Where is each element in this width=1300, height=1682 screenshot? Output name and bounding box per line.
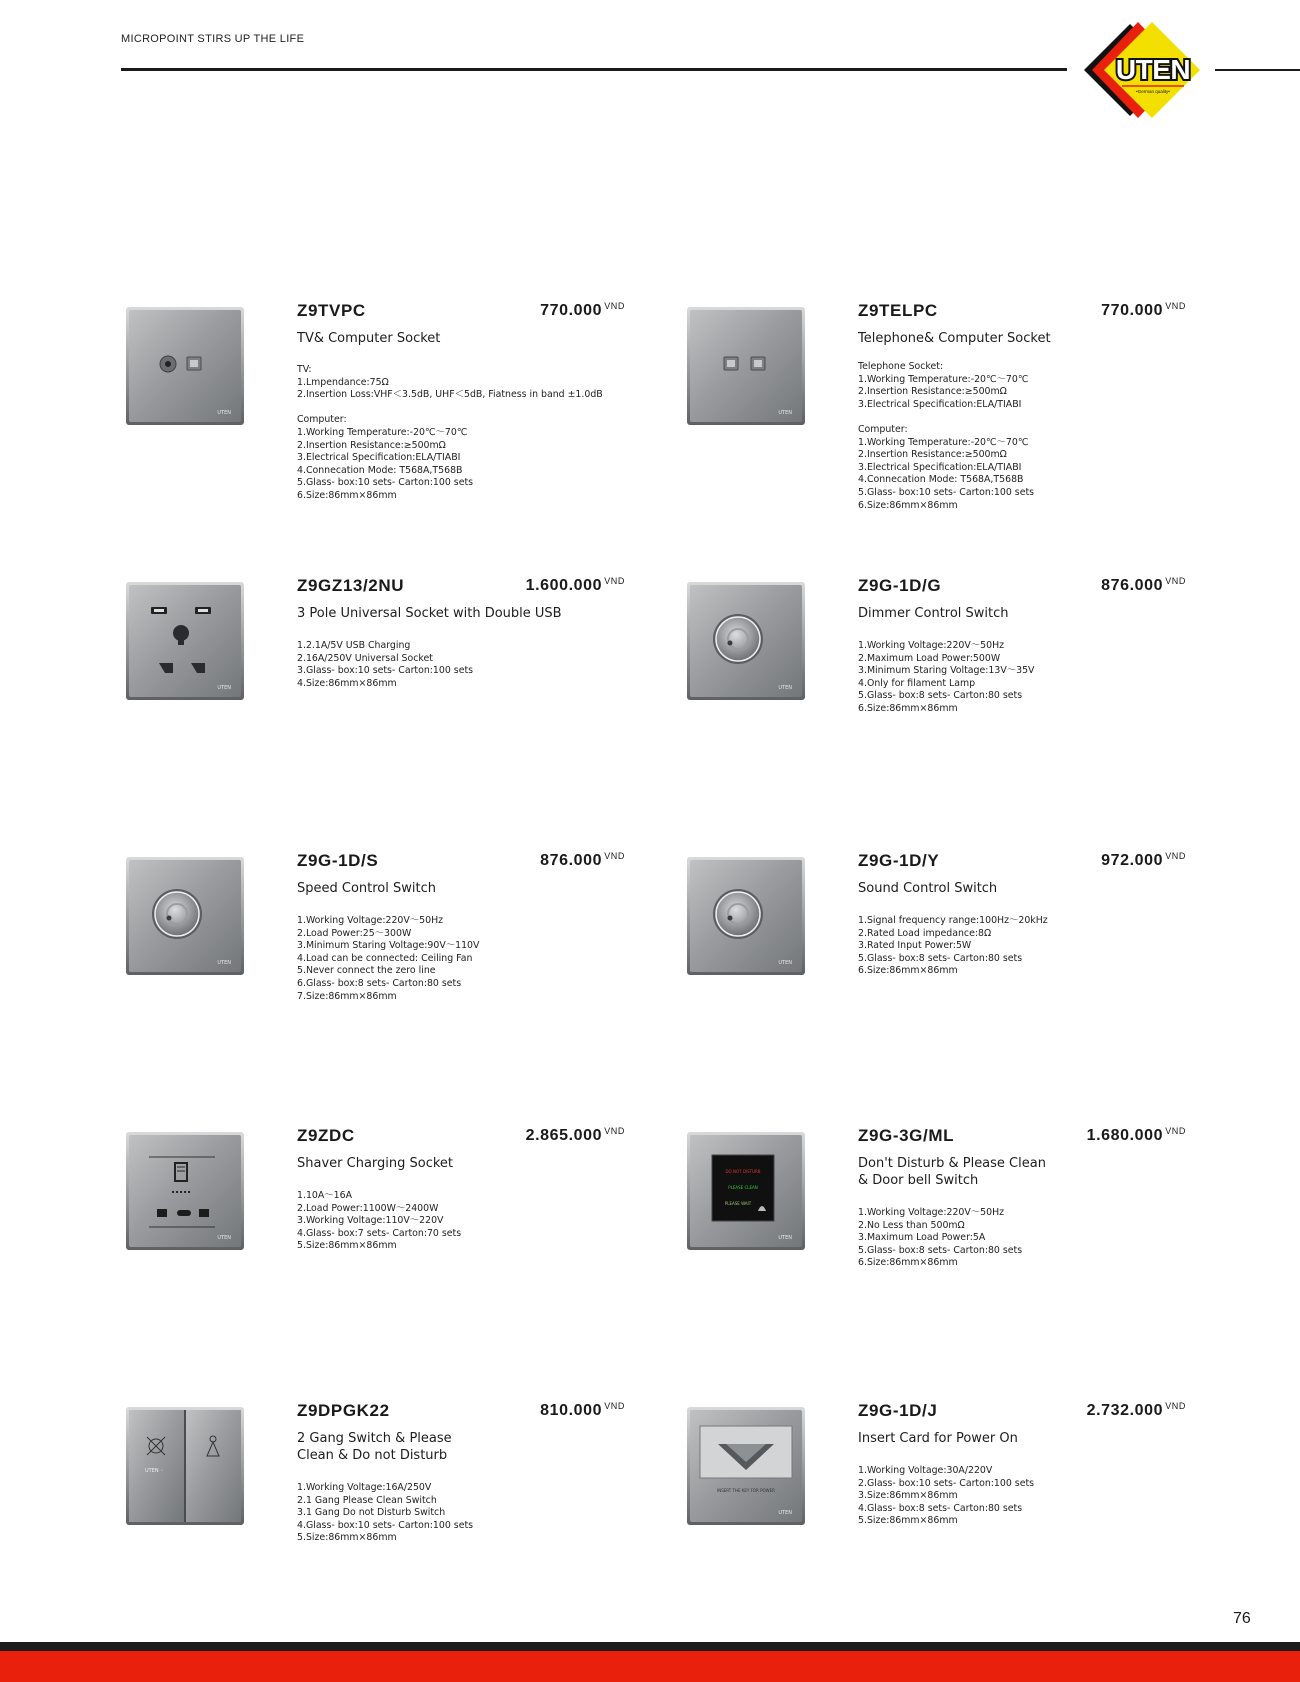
product-name: Dimmer Control Switch — [858, 606, 1009, 621]
product-code: Z9G-1D/G — [858, 576, 942, 595]
product-specs: 1.Working Voltage:16A/250V 2.1 Gang Please Clean Switch 3.1 Gang Do not Disturb Switch 4.Glass- box:10 sets- Carton:100 sets 5.Size:86mm×86mm — [297, 1482, 474, 1544]
product-specs: 1.10A～16A 2.Load Power:1100W～2400W 3.Working Voltage:110V～220V 4.Glass- box:7 sets- Carton:70 sets 5.Size:86mm×86mm — [297, 1190, 462, 1252]
price-currency: VND — [1165, 1126, 1186, 1136]
product-card — [686, 301, 1186, 536]
dial-plate-icon — [686, 856, 806, 976]
product-price — [425, 851, 625, 870]
svg-text:•German quality•: •German quality• — [1136, 89, 1170, 94]
product-image — [125, 306, 245, 426]
price-currency: VND — [604, 301, 625, 311]
price-value: 876.000 — [540, 852, 603, 869]
price-value: 972.000 — [1101, 852, 1164, 869]
product-code: Z9GZ13/2NU — [297, 576, 405, 595]
svg-text:UTEN: UTEN — [217, 960, 231, 966]
product-card — [686, 851, 1186, 1086]
svg-text:PLEASE WAIT: PLEASE WAIT — [724, 1201, 752, 1206]
product-card — [125, 851, 625, 1086]
product-name: Speed Control Switch — [297, 881, 436, 896]
svg-text:UTEN ◦: UTEN ◦ — [145, 1468, 164, 1474]
product-image — [686, 306, 806, 426]
product-card — [125, 1126, 625, 1361]
product-image — [686, 856, 806, 976]
product-price — [986, 851, 1186, 870]
price-value: 770.000 — [540, 302, 603, 319]
product-price — [425, 1126, 625, 1145]
product-name: TV& Computer Socket — [297, 331, 441, 346]
product-specs: TV: 1.Lmpendance:75Ω 2.Insertion Loss:VHF＜3.5dB, UHF＜5dB, Fiatness in band ±1.0dB Computer: 1.Working Temperature:-20℃～70℃ 2.Insertion Resistance:≥500mΩ 3.Electrical Specification:ELA/TIABI 4.Connecation Mode: T568A,T568B 5.Glass- box:10 sets- Carton:100 sets 6.Size:86mm×86mm — [297, 364, 603, 501]
product-code: Z9DPGK22 — [297, 1401, 390, 1420]
product-card — [125, 1401, 625, 1636]
product-card — [686, 576, 1186, 811]
svg-text:UTEN: UTEN — [778, 1235, 792, 1241]
product-price — [425, 576, 625, 595]
product-code: Z9TVPC — [297, 301, 366, 320]
header-tagline: MICROPOINT STIRS UP THE LIFE — [121, 33, 305, 45]
product-card — [125, 576, 625, 811]
product-card — [125, 301, 625, 536]
product-price — [986, 1126, 1186, 1145]
price-currency: VND — [604, 576, 625, 586]
product-image — [686, 1406, 806, 1526]
product-name: Shaver Charging Socket — [297, 1156, 454, 1171]
footer-bar-black — [0, 1642, 1300, 1651]
product-code: Z9G-1D/S — [297, 851, 379, 870]
product-specs: 1.2.1A/5V USB Charging 2.16A/250V Universal Socket 3.Glass- box:10 sets- Carton:100 sets 4.Size:86mm×86mm — [297, 640, 474, 689]
product-image — [125, 1131, 245, 1251]
tv-computer-plate-icon — [125, 306, 245, 426]
price-value: 1.680.000 — [1086, 1127, 1164, 1144]
product-image — [125, 1406, 245, 1526]
product-specs: 1.Working Voltage:220V～50Hz 2.Load Power:25～300W 3.Minimum Staring Voltage:90V～110V 4.Load can be connected: Ceiling Fan 5.Never connect the zero line 6.Glass- box:8 sets- Carton:80 sets 7.Size:86mm×86mm — [297, 915, 480, 1002]
product-price — [425, 1401, 625, 1420]
svg-text:PLEASE CLEAN: PLEASE CLEAN — [728, 1185, 758, 1190]
price-currency: VND — [604, 1126, 625, 1136]
price-value: 810.000 — [540, 1402, 603, 1419]
svg-text:UTEN: UTEN — [778, 1510, 792, 1516]
product-code: Z9ZDC — [297, 1126, 355, 1145]
uten-logo — [1082, 18, 1212, 122]
product-price — [986, 576, 1186, 595]
price-value: 2.865.000 — [525, 1127, 603, 1144]
tel-computer-plate-icon — [686, 306, 806, 426]
price-currency: VND — [604, 851, 625, 861]
svg-text:UTEN: UTEN — [217, 410, 231, 416]
price-currency: VND — [1165, 576, 1186, 586]
product-specs: 1.Signal frequency range:100Hz～20kHz 2.Rated Load impedance:8Ω 3.Rated Input Power:5W 5.Glass- box:8 sets- Carton:80 sets 6.Size:86mm×86mm — [858, 915, 1048, 977]
footer-bar-red — [0, 1651, 1300, 1682]
price-value: 876.000 — [1101, 577, 1164, 594]
product-image — [686, 1131, 806, 1251]
product-code: Z9G-1D/J — [858, 1401, 938, 1420]
svg-text:INSERT THE KEY FOR POWER: INSERT THE KEY FOR POWER — [717, 1488, 775, 1493]
product-image — [125, 856, 245, 976]
svg-text:UTEN: UTEN — [778, 685, 792, 691]
svg-text:UTEN: UTEN — [778, 410, 792, 416]
product-price — [425, 301, 625, 320]
header-rule-right — [1215, 69, 1300, 71]
header-rule — [121, 68, 1067, 71]
product-image — [125, 581, 245, 701]
product-name: Telephone& Computer Socket — [858, 331, 1051, 346]
svg-text:UTEN: UTEN — [1115, 54, 1191, 85]
price-value: 2.732.000 — [1086, 1402, 1164, 1419]
price-currency: VND — [1165, 301, 1186, 311]
product-name: Insert Card for Power On — [858, 1431, 1018, 1446]
price-value: 1.600.000 — [525, 577, 603, 594]
product-price — [986, 301, 1186, 320]
product-code: Z9G-3G/ML — [858, 1126, 955, 1145]
shaver-plate-icon — [125, 1131, 245, 1251]
product-name: 3 Pole Universal Socket with Double USB — [297, 606, 562, 621]
universal-usb-plate-icon — [125, 581, 245, 701]
page-number: 76 — [1233, 1610, 1251, 1627]
svg-text:DO NOT DISTURB: DO NOT DISTURB — [725, 1169, 761, 1174]
dial-plate-icon — [686, 581, 806, 701]
price-value: 770.000 — [1101, 302, 1164, 319]
svg-text:UTEN: UTEN — [778, 960, 792, 966]
product-price — [986, 1401, 1186, 1420]
product-specs: 1.Working Voltage:220V～50Hz 2.Maximum Load Power:500W 3.Minimum Staring Voltage:13V～35V 4.Only for filament Lamp 5.Glass- box:8 sets- Carton:80 sets 6.Size:86mm×86mm — [858, 640, 1035, 714]
svg-text:▪ ▪ ▪ ▪ ▪: ▪ ▪ ▪ ▪ ▪ — [171, 1189, 191, 1194]
dnd-panel-plate-icon — [686, 1131, 806, 1251]
price-currency: VND — [1165, 1401, 1186, 1411]
product-card — [686, 1126, 1186, 1361]
product-specs: Telephone Socket: 1.Working Temperature:-20℃～70℃ 2.Insertion Resistance:≥500mΩ 3.Electrical Specification:ELA/TIABI Computer: 1.Working Temperature:-20℃～70℃ 2.Insertion Resistance:≥500mΩ 3.Electrical Specification:ELA/TIABI 4.Connecation Mode: T568A,T568B 5.Glass- box:10 sets- Carton:100 sets 6.Size:86mm×86mm — [858, 361, 1035, 511]
dial-plate-icon — [125, 856, 245, 976]
card-plate-icon — [686, 1406, 806, 1526]
price-currency: VND — [604, 1401, 625, 1411]
product-card — [686, 1401, 1186, 1636]
product-specs: 1.Working Voltage:30A/220V 2.Glass- box:10 sets- Carton:100 sets 3.Size:86mm×86mm 4.Glass- box:8 sets- Carton:80 sets 5.Size:86mm×86mm — [858, 1465, 1035, 1527]
product-code: Z9G-1D/Y — [858, 851, 940, 870]
product-code: Z9TELPC — [858, 301, 938, 320]
product-name: Sound Control Switch — [858, 881, 998, 896]
product-name: 2 Gang Switch & Please Clean & Do not Disturb — [297, 1431, 452, 1463]
price-currency: VND — [1165, 851, 1186, 861]
product-specs: 1.Working Voltage:220V～50Hz 2.No Less than 500mΩ 3.Maximum Load Power:5A 5.Glass- box:8 sets- Carton:80 sets 6.Size:86mm×86mm — [858, 1207, 1023, 1269]
product-name: Don't Disturb & Please Clean & Door bell Switch — [858, 1156, 1046, 1188]
product-image — [686, 581, 806, 701]
svg-text:UTEN: UTEN — [217, 685, 231, 691]
svg-text:UTEN: UTEN — [217, 1235, 231, 1241]
two-gang-plate-icon — [125, 1406, 245, 1526]
